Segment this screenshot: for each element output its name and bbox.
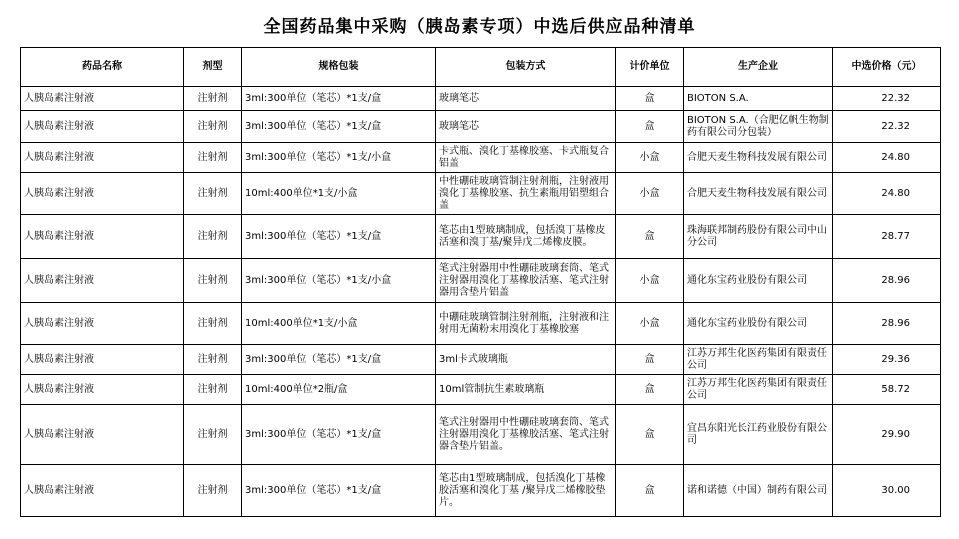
cell-price: 28.77 <box>833 215 941 259</box>
cell-dosage-form: 注射剂 <box>184 405 242 465</box>
cell-pricing-unit: 盒 <box>616 111 684 143</box>
cell-spec-package: 3ml:300单位（笔芯）*1支/盒 <box>242 111 436 143</box>
cell-dosage-form: 注射剂 <box>184 345 242 375</box>
cell-manufacturer: 珠海联邦制药股份有限公司中山分公司 <box>684 215 833 259</box>
cell-drug-name: 人胰岛素注射液 <box>21 173 184 215</box>
cell-price: 22.32 <box>833 87 941 111</box>
cell-dosage-form: 注射剂 <box>184 215 242 259</box>
cell-spec-package: 10ml:400单位*2瓶/盒 <box>242 375 436 405</box>
cell-spec-package: 3ml:300单位（笔芯）*1支/盒 <box>242 345 436 375</box>
cell-packaging-method: 笔式注射器用中性硼硅玻璃套筒、笔式注射器用溴化丁基橡胶活塞、笔式注射器用含垫片铝盖 <box>436 259 616 303</box>
cell-drug-name: 人胰岛素注射液 <box>21 405 184 465</box>
cell-manufacturer: BIOTON S.A. <box>684 87 833 111</box>
cell-pricing-unit: 盒 <box>616 87 684 111</box>
cell-price: 30.00 <box>833 465 941 517</box>
cell-drug-name: 人胰岛素注射液 <box>21 111 184 143</box>
header-pricing-unit: 计价单位 <box>616 48 684 87</box>
cell-manufacturer: 江苏万邦生化医药集团有限责任公司 <box>684 375 833 405</box>
cell-dosage-form: 注射剂 <box>184 111 242 143</box>
cell-packaging-method: 中硼硅玻璃管制注射剂瓶，注射液和注射用无菌粉末用溴化丁基橡胶塞 <box>436 303 616 345</box>
table-row <box>21 111 941 143</box>
header-drug-name: 药品名称 <box>21 48 184 87</box>
table-header-row <box>21 48 941 87</box>
table-row <box>21 173 941 215</box>
cell-dosage-form: 注射剂 <box>184 465 242 517</box>
cell-manufacturer: 诺和诺德（中国）制药有限公司 <box>684 465 833 517</box>
cell-pricing-unit: 盒 <box>616 405 684 465</box>
cell-drug-name: 人胰岛素注射液 <box>21 345 184 375</box>
cell-price: 58.72 <box>833 375 941 405</box>
cell-manufacturer: 合肥天麦生物科技发展有限公司 <box>684 173 833 215</box>
cell-manufacturer: 通化东宝药业股份有限公司 <box>684 303 833 345</box>
cell-price: 28.96 <box>833 259 941 303</box>
cell-spec-package: 3ml:300单位（笔芯）*1支/小盒 <box>242 143 436 173</box>
cell-dosage-form: 注射剂 <box>184 375 242 405</box>
cell-price: 29.90 <box>833 405 941 465</box>
cell-pricing-unit: 小盒 <box>616 143 684 173</box>
cell-price: 24.80 <box>833 173 941 215</box>
cell-drug-name: 人胰岛素注射液 <box>21 143 184 173</box>
cell-dosage-form: 注射剂 <box>184 173 242 215</box>
cell-price: 29.36 <box>833 345 941 375</box>
cell-pricing-unit: 盒 <box>616 215 684 259</box>
table-row <box>21 375 941 405</box>
table-row <box>21 87 941 111</box>
cell-pricing-unit: 盒 <box>616 345 684 375</box>
document-title: 全国药品集中采购（胰岛素专项）中选后供应品种清单 <box>263 17 696 37</box>
cell-packaging-method: 笔式注射器用中性硼硅玻璃套筒、笔式注射器用溴化丁基橡胶活塞、笔式注射器含垫片铝盖。 <box>436 405 616 465</box>
cell-drug-name: 人胰岛素注射液 <box>21 375 184 405</box>
cell-spec-package: 3ml:300单位（笔芯）*1支/盒 <box>242 465 436 517</box>
cell-spec-package: 3ml:300单位（笔芯）*1支/盒 <box>242 405 436 465</box>
cell-packaging-method: 笔芯由1型玻璃制成，包括溴丁基橡皮活塞和溴丁基/聚异戊二烯橡皮膜。 <box>436 215 616 259</box>
table-row <box>21 345 941 375</box>
table-row <box>21 259 941 303</box>
cell-manufacturer: 江苏万邦生化医药集团有限责任公司 <box>684 345 833 375</box>
cell-spec-package: 10ml:400单位*1支/小盒 <box>242 303 436 345</box>
cell-drug-name: 人胰岛素注射液 <box>21 215 184 259</box>
cell-packaging-method: 玻璃笔芯 <box>436 111 616 143</box>
table-row <box>21 303 941 345</box>
cell-price: 22.32 <box>833 111 941 143</box>
cell-spec-package: 3ml:300单位（笔芯）*1支/盒 <box>242 87 436 111</box>
cell-price: 24.80 <box>833 143 941 173</box>
cell-pricing-unit: 小盒 <box>616 259 684 303</box>
cell-manufacturer: BIOTON S.A.（合肥亿帆生物制药有限公司分包装） <box>684 111 833 143</box>
table-row <box>21 215 941 259</box>
cell-spec-package: 3ml:300单位（笔芯）*1支/小盒 <box>242 259 436 303</box>
cell-price: 28.96 <box>833 303 941 345</box>
cell-drug-name: 人胰岛素注射液 <box>21 303 184 345</box>
cell-dosage-form: 注射剂 <box>184 143 242 173</box>
cell-packaging-method: 玻璃笔芯 <box>436 87 616 111</box>
cell-drug-name: 人胰岛素注射液 <box>21 465 184 517</box>
table-row <box>21 405 941 465</box>
cell-spec-package: 3ml:300单位（笔芯）*1支/盒 <box>242 215 436 259</box>
supply-list-table <box>20 47 941 517</box>
cell-manufacturer: 合肥天麦生物科技发展有限公司 <box>684 143 833 173</box>
cell-pricing-unit: 小盒 <box>616 303 684 345</box>
cell-pricing-unit: 盒 <box>616 375 684 405</box>
cell-pricing-unit: 小盒 <box>616 173 684 215</box>
cell-dosage-form: 注射剂 <box>184 87 242 111</box>
cell-drug-name: 人胰岛素注射液 <box>21 87 184 111</box>
cell-spec-package: 10ml:400单位*1支/小盒 <box>242 173 436 215</box>
header-manufacturer: 生产企业 <box>684 48 833 87</box>
table-row <box>21 143 941 173</box>
cell-manufacturer: 通化东宝药业股份有限公司 <box>684 259 833 303</box>
cell-packaging-method: 卡式瓶、溴化丁基橡胶塞、卡式瓶复合铝盖 <box>436 143 616 173</box>
cell-packaging-method: 3ml卡式玻璃瓶 <box>436 345 616 375</box>
header-dosage-form: 剂型 <box>184 48 242 87</box>
table-row <box>21 465 941 517</box>
header-spec-package: 规格包装 <box>242 48 436 87</box>
cell-packaging-method: 笔芯由1型玻璃制成，包括溴化丁基橡胶活塞和溴化丁基 /聚异戊二烯橡胶垫片。 <box>436 465 616 517</box>
cell-manufacturer: 宜昌东阳光长江药业股份有限公司 <box>684 405 833 465</box>
cell-dosage-form: 注射剂 <box>184 259 242 303</box>
cell-packaging-method: 10ml管制抗生素玻璃瓶 <box>436 375 616 405</box>
header-price: 中选价格（元） <box>833 48 941 87</box>
cell-packaging-method: 中性硼硅玻璃管制注射剂瓶，注射液用溴化丁基橡胶塞、抗生素瓶用铝塑组合盖 <box>436 173 616 215</box>
cell-pricing-unit: 盒 <box>616 465 684 517</box>
cell-dosage-form: 注射剂 <box>184 303 242 345</box>
header-packaging-method: 包装方式 <box>436 48 616 87</box>
cell-drug-name: 人胰岛素注射液 <box>21 259 184 303</box>
